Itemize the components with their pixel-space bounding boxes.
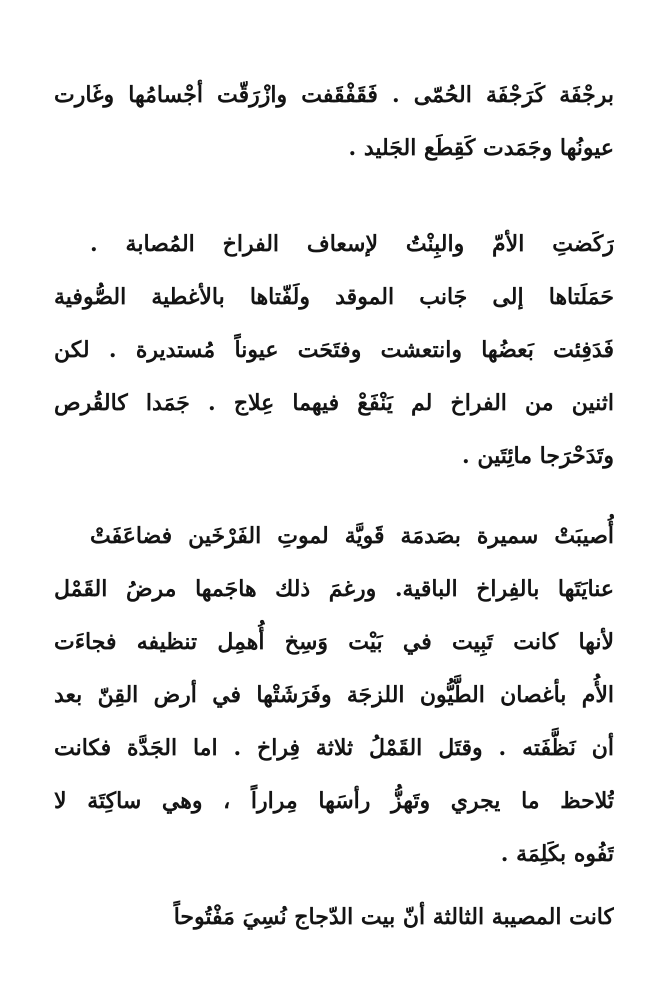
text-line: عيونُها وجَمَدت كَقِطَع الجَليد . — [348, 135, 614, 161]
text-line: برجْفَة كَرَجْفَة الحُمّى . فَقَفْقَفت وازْرَقّت أجْسامُها وغَارت — [54, 82, 614, 108]
text-line: كانت المصيبة الثالثة أنّ بيت الدّجاج نُسِيَ مَفْتُوحاً — [173, 904, 614, 930]
text-line: اثنين من الفراخ لم يَنْفَعْ فيهما عِلاج . جَمَدا كالقُرص — [54, 390, 614, 416]
text-line: أن نَظَّفَته . وقتَل القَمْلُ ثلاثة فِراخ . اما الجَدَّة فكانت — [54, 735, 614, 761]
text-line: فَدَفِئت بَعضُها وانتعشت وفتَحَت عيوناً مُستديرة . لكن — [54, 337, 614, 363]
text-line: أُصيبَتْ سميرة بصَدمَة قَويَّة لموتِ الفَرْخَين فضاعَفَتْ — [90, 523, 614, 549]
text-line: تَفُوه بكَلِمَة . — [500, 841, 614, 867]
text-line: لأنها كانت تَبِيت في بَيْت وَسِخ أُهمِل تنظيفه فجاءَت — [54, 629, 614, 655]
text-line: حَمَلَتاها إلى جَانب الموقد ولَفّتاها بالأغطية الصُّوفية — [54, 284, 614, 310]
text-line: عنايَتَها بالفِراخ الباقية. ورغمَ ذلك هاجَمها مرضُ القَمْل — [54, 576, 614, 602]
text-line: رَكَضتِ الأمّ والبِنْتُ لإسعاف الفراخ المُصابة . — [90, 231, 614, 257]
text-line: تُلاحظ ما يجري وتَهزُّ رأسَها مِراراً ، وهي ساكِتَة لا — [54, 788, 614, 814]
text-line: الأُم بأغصان الطَّيُّون اللزجَة وفَرَشَتْها في أرض القِنّ بعد — [54, 682, 614, 708]
text-line: وتَدَحْرَجا مائِتَين . — [462, 443, 614, 469]
